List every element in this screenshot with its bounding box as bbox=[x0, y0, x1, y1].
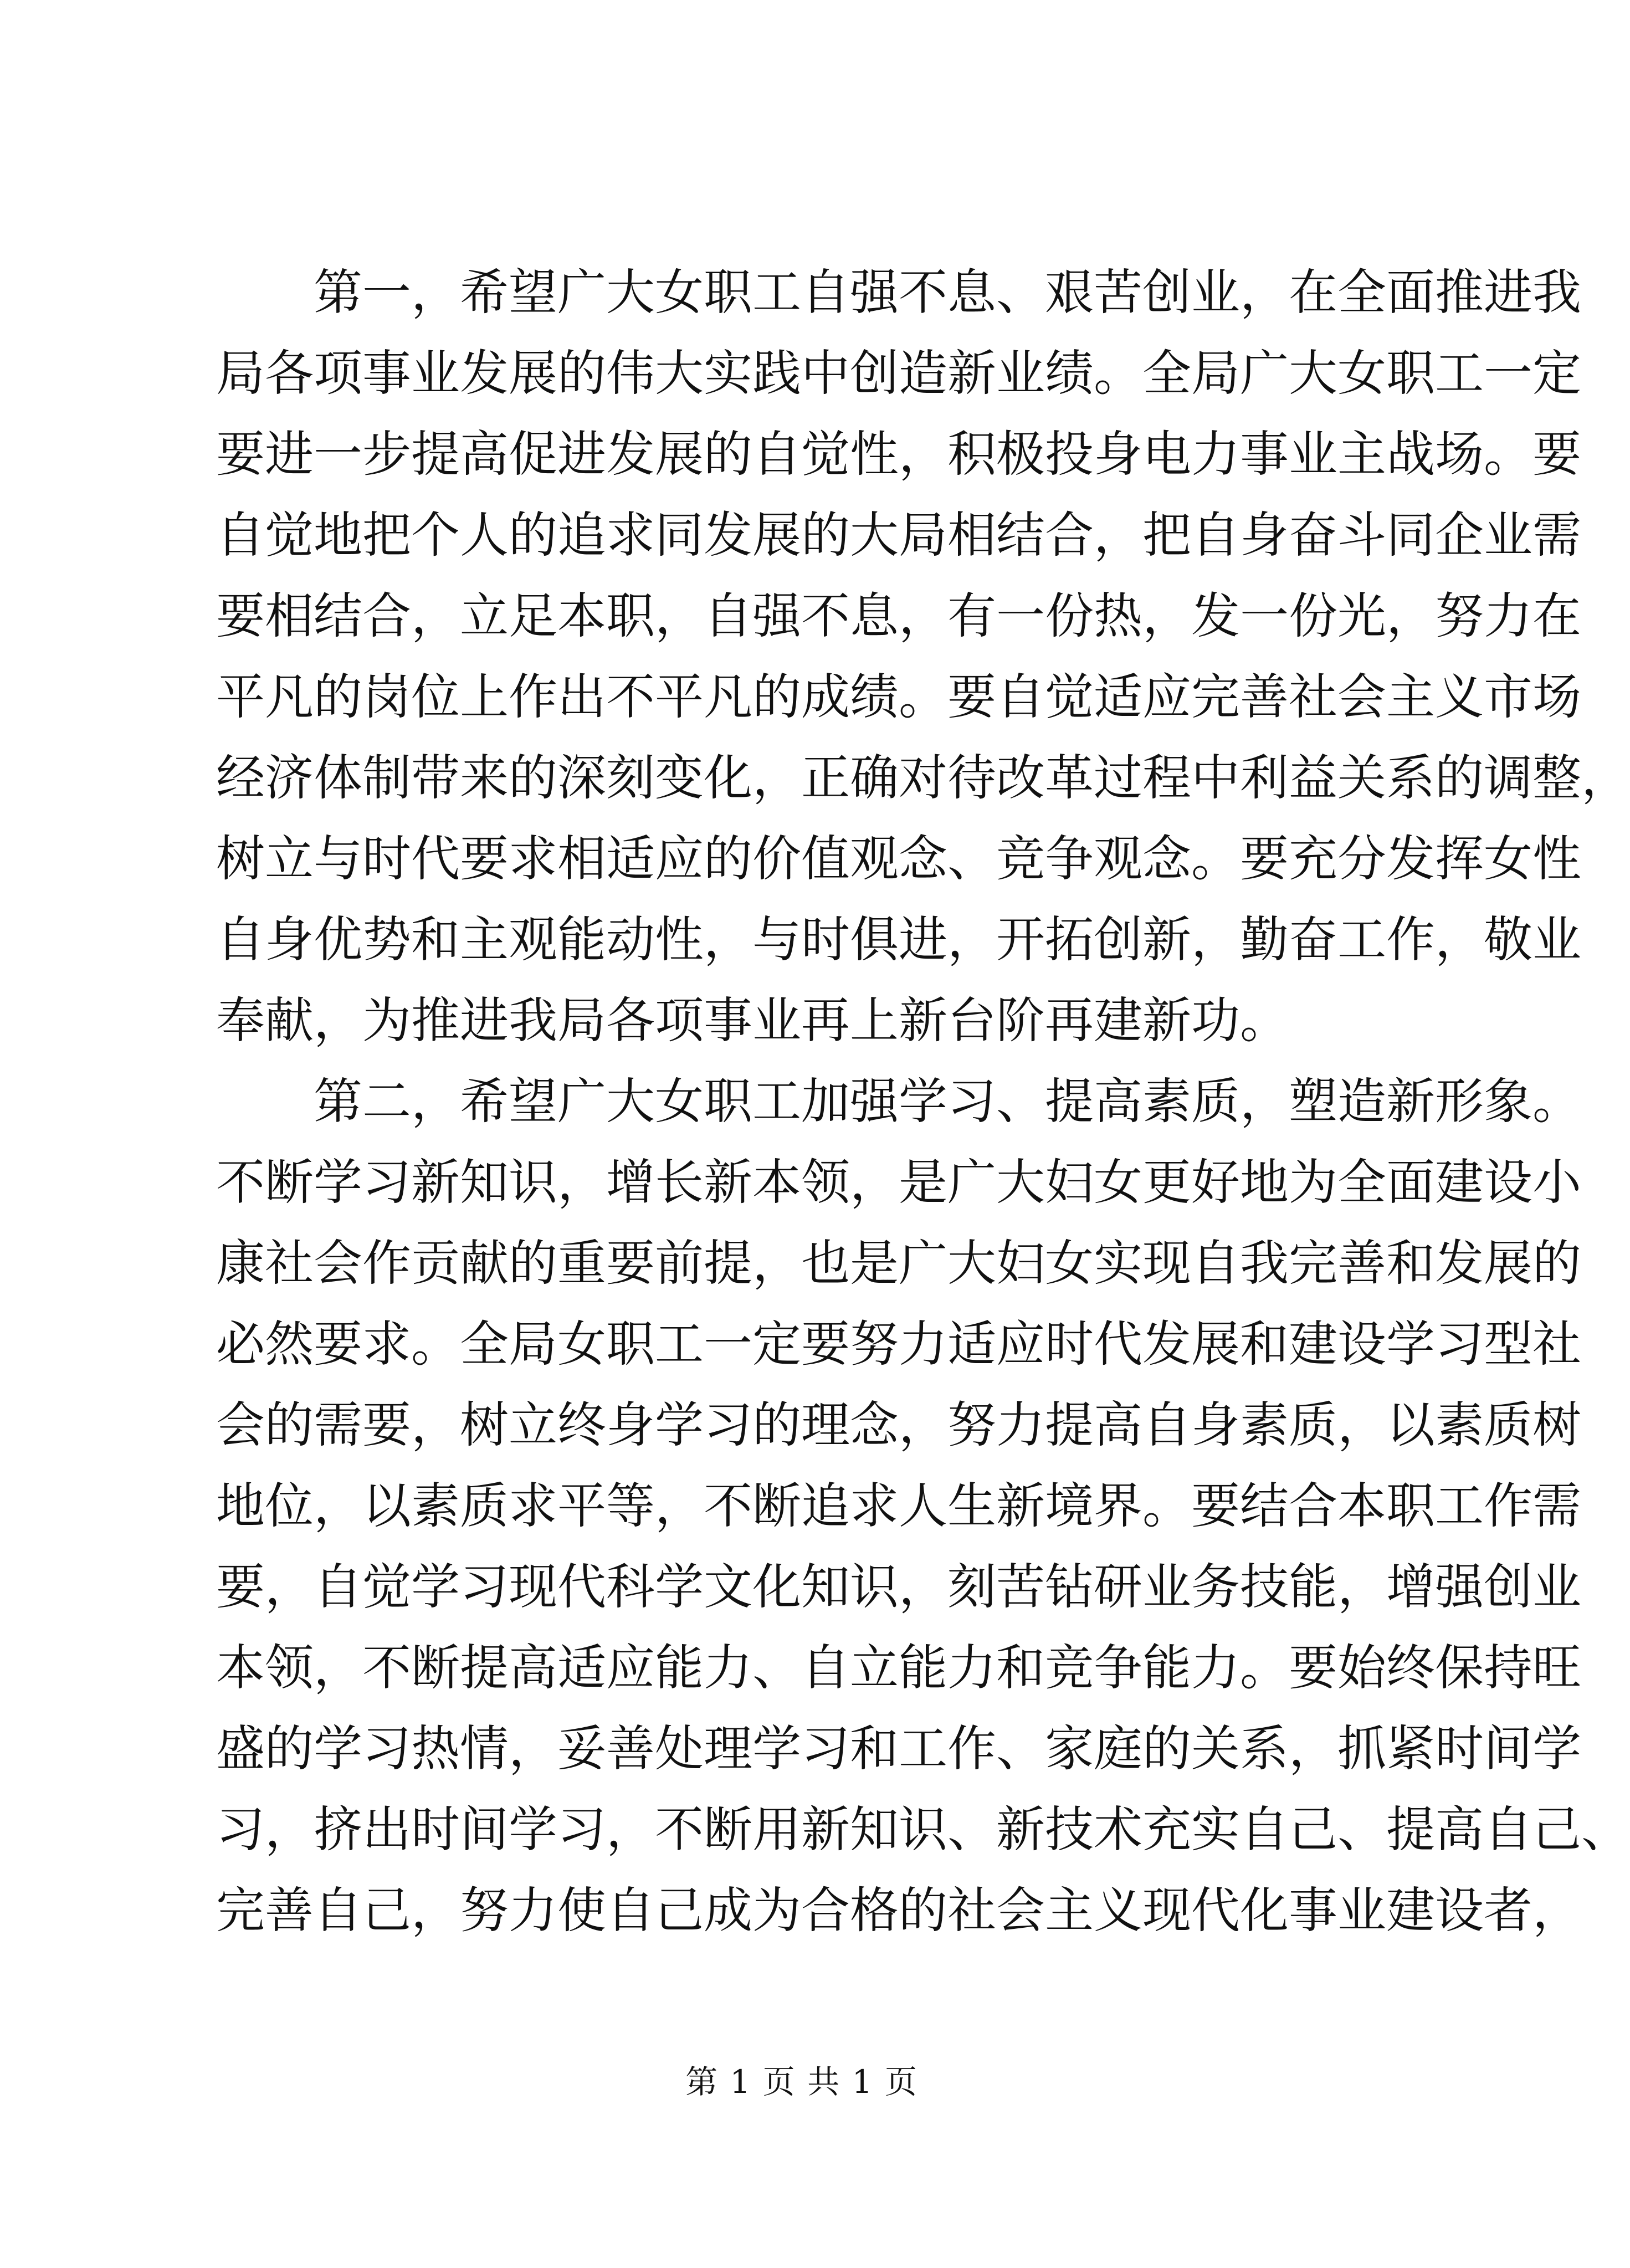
text-line: 要，自觉学习现代科学文化知识，刻苦钻研业务技能，增强创业 bbox=[216, 1558, 1582, 1615]
text-line: 第二，希望广大女职工加强学习、提高素质，塑造新形象。 bbox=[216, 1073, 1582, 1130]
text-line: 盛的学习热情，妥善处理学习和工作、家庭的关系，抓紧时间学 bbox=[216, 1720, 1582, 1777]
text-line: 自觉地把个人的追求同发展的大局相结合，把自身奋斗同企业需 bbox=[216, 506, 1582, 564]
text-line: 自身优势和主观能动性，与时俱进，开拓创新，勤奋工作，敬业 bbox=[216, 911, 1582, 968]
text-line: 本领，不断提高适应能力、自立能力和竞争能力。要始终保持旺 bbox=[216, 1639, 1582, 1696]
text-line: 局各项事业发展的伟大实践中创造新业绩。全局广大女职工一定 bbox=[216, 345, 1582, 402]
text-line: 经济体制带来的深刻变化，正确对待改革过程中利益关系的调整， bbox=[216, 749, 1630, 806]
page-footer: 第 1 页 共 1 页 bbox=[685, 2063, 918, 2101]
text-line: 完善自己，努力使自己成为合格的社会主义现代化事业建设者， bbox=[216, 1882, 1582, 1939]
text-line: 不断学习新知识，增长新本领，是广大妇女更好地为全面建设小 bbox=[216, 1154, 1582, 1211]
text-line: 习，挤出时间学习，不断用新知识、新技术充实自己、提高自己、 bbox=[216, 1801, 1630, 1858]
text-line: 平凡的岗位上作出不平凡的成绩。要自觉适应完善社会主义市场 bbox=[216, 668, 1582, 725]
text-line: 康社会作贡献的重要前提，也是广大妇女实现自我完善和发展的 bbox=[216, 1235, 1582, 1292]
paragraph-end-line: 奉献，为推进我局各项事业再上新台阶再建新功。 bbox=[216, 992, 1289, 1049]
text-line: 会的需要，树立终身学习的理念，努力提高自身素质，以素质树 bbox=[216, 1396, 1582, 1453]
text-line: 必然要求。全局女职工一定要努力适应时代发展和建设学习型社 bbox=[216, 1315, 1582, 1373]
document-body bbox=[216, 252, 1630, 1951]
text-line: 第一，希望广大女职工自强不息、艰苦创业，在全面推进我 bbox=[216, 264, 1582, 321]
text-line: 树立与时代要求相适应的价值观念、竞争观念。要充分发挥女性 bbox=[216, 830, 1582, 887]
text-line: 地位，以素质求平等，不断追求人生新境界。要结合本职工作需 bbox=[216, 1477, 1582, 1534]
text-line: 要进一步提高促进发展的自觉性，积极投身电力事业主战场。要 bbox=[216, 426, 1582, 483]
text-line: 要相结合，立足本职，自强不息，有一份热，发一份光，努力在 bbox=[216, 587, 1582, 644]
